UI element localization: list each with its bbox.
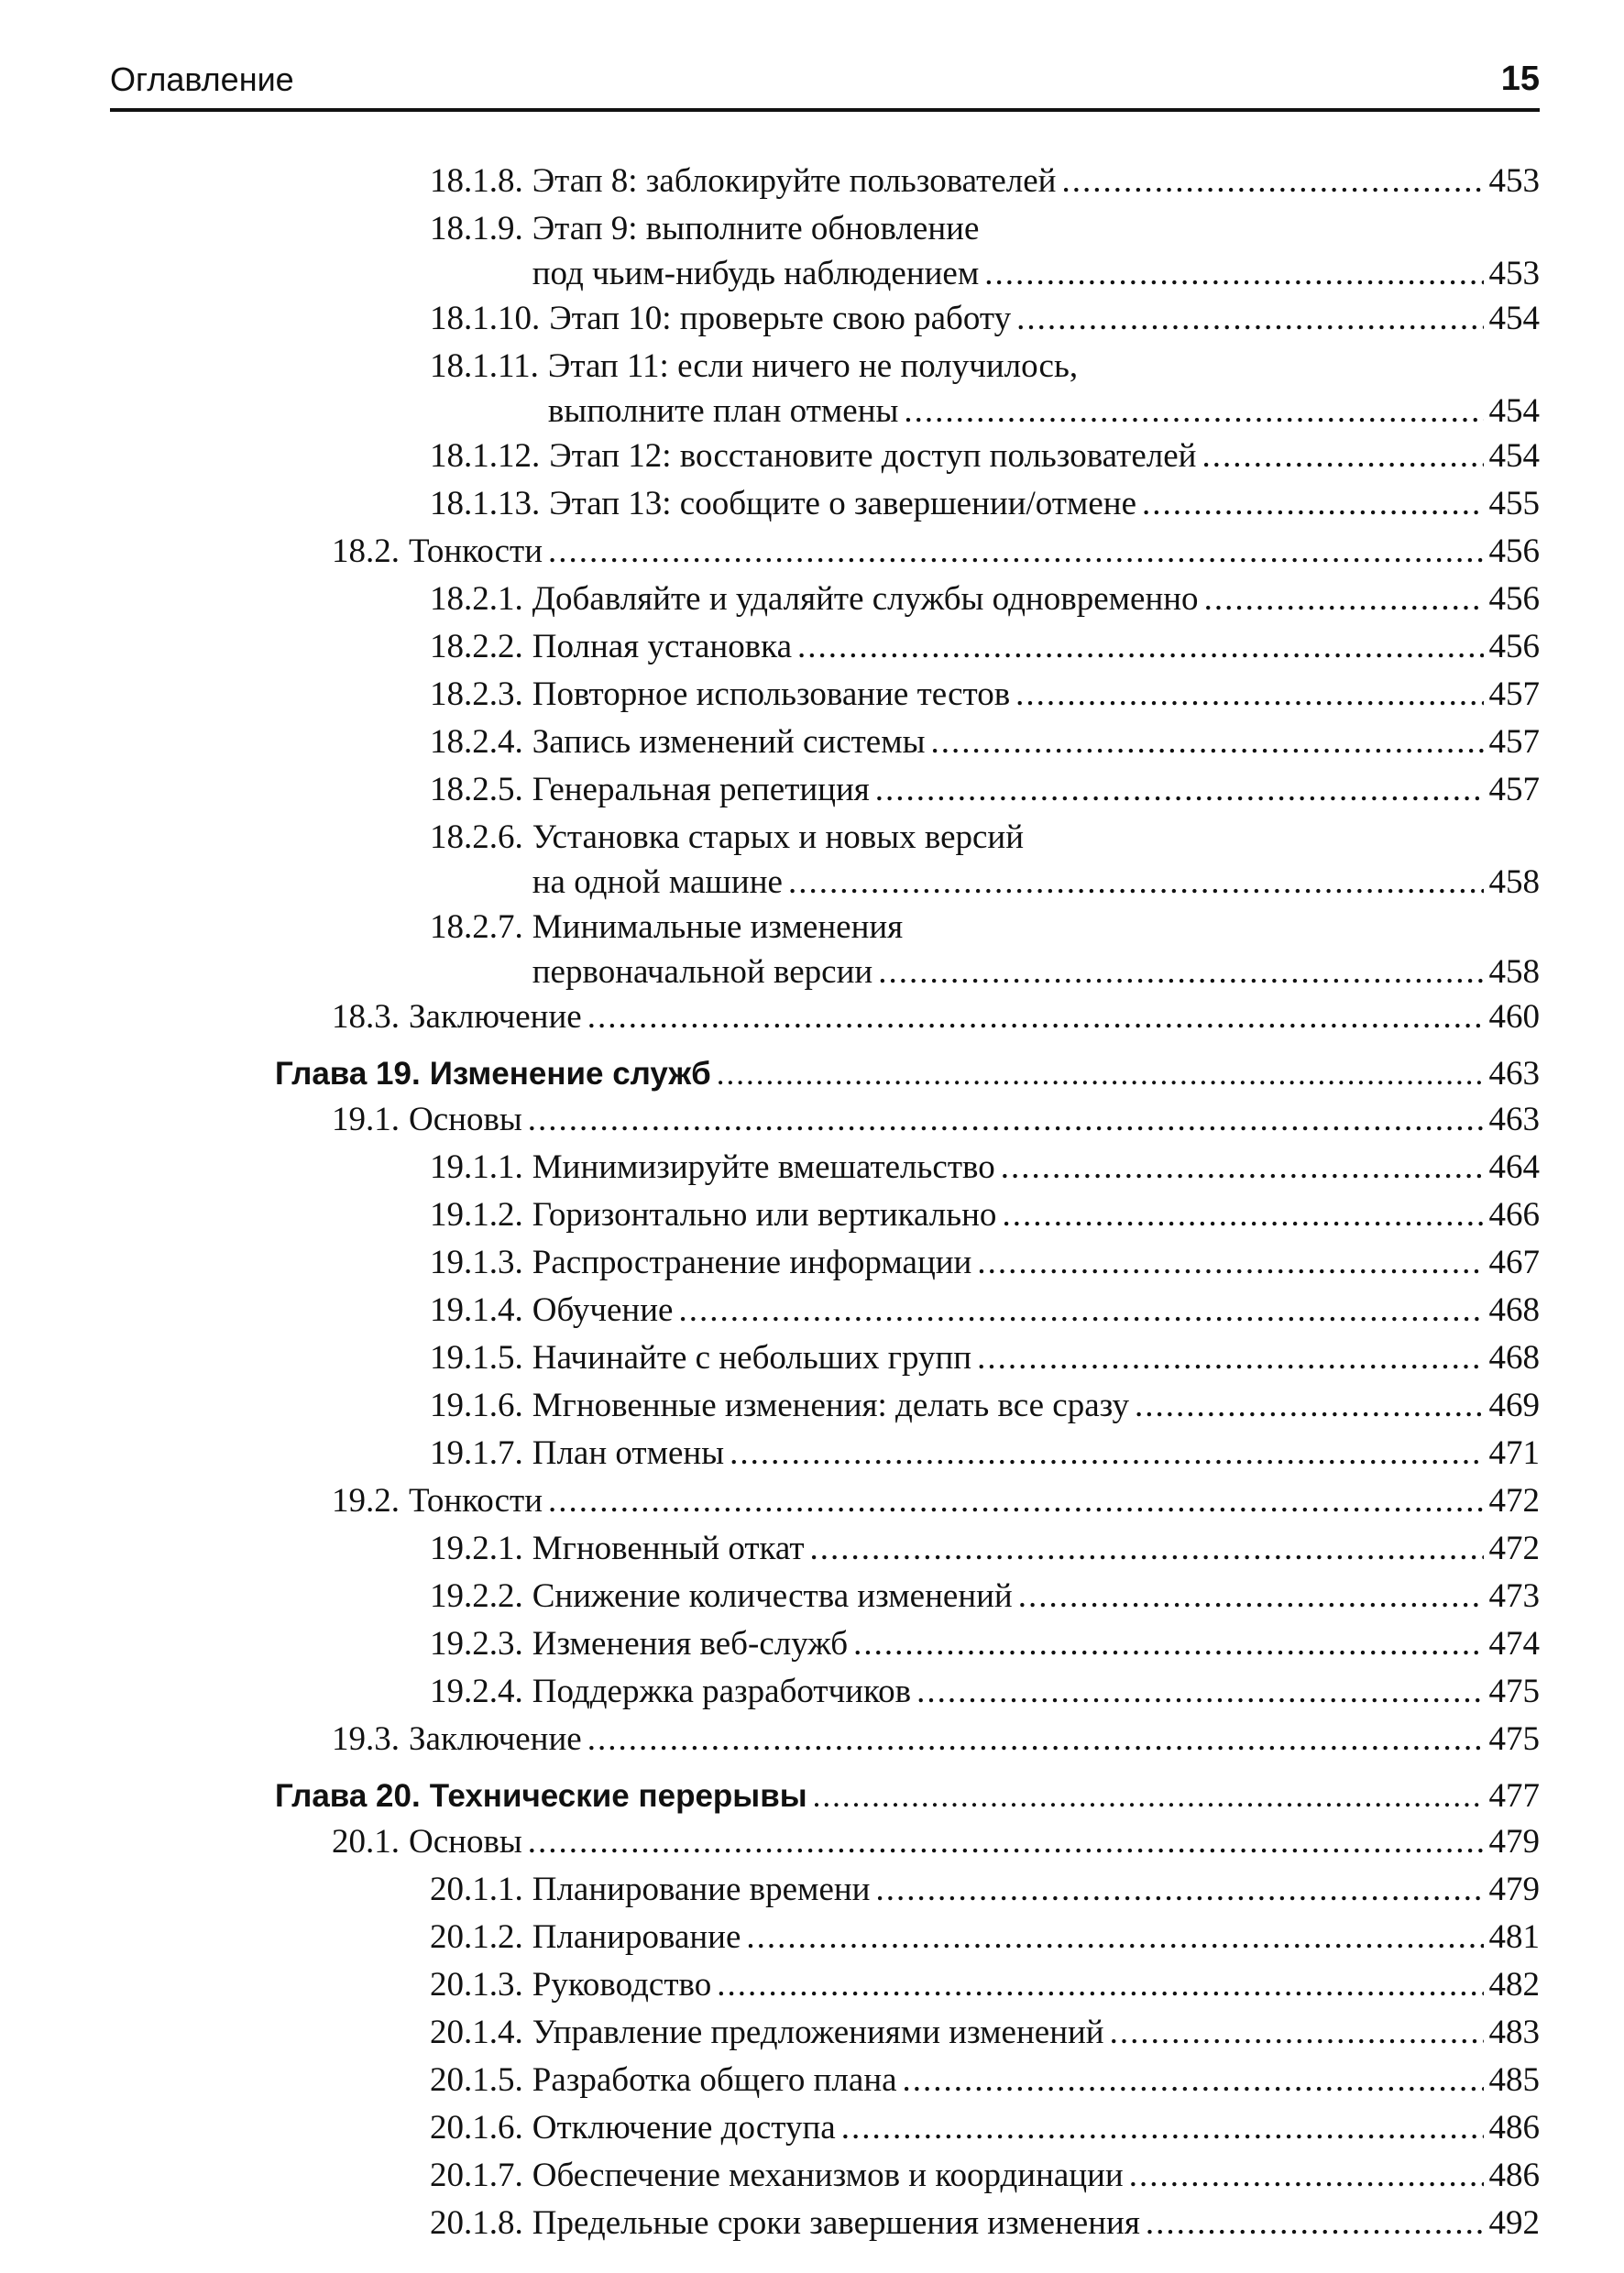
entry-number: 20.1.4. <box>430 2014 523 2051</box>
entry-page: 463 <box>1488 1055 1540 1093</box>
entry-number: 20.1.2. <box>430 1918 523 1956</box>
toc-entry <box>110 158 1540 205</box>
entry-number: 18.1.12. <box>430 437 541 475</box>
entry-title-continuation: на одной машине <box>532 863 783 901</box>
dot-leader <box>875 766 1484 814</box>
dot-leader <box>1146 2200 1484 2247</box>
entry-number: 18.2.1. <box>430 580 523 618</box>
toc-entry <box>110 1573 1540 1620</box>
entry-title: Повторное использование тестов <box>532 675 1011 713</box>
entry-number: 18.2.5. <box>430 771 523 808</box>
dot-leader <box>797 623 1483 671</box>
toc-entry <box>110 766 1540 814</box>
entry-title: Добавляйте и удаляйте службы одновременно <box>532 580 1199 618</box>
entry-number: 20.1.3. <box>430 1966 523 2004</box>
dot-leader <box>587 994 1484 1041</box>
toc-entry <box>110 2104 1540 2152</box>
toc-entry <box>110 343 1540 390</box>
dot-leader <box>875 1866 1483 1914</box>
entry-page: 460 <box>1488 998 1540 1036</box>
entry-number: 18.2.2. <box>430 628 523 665</box>
entry-title: Планирование <box>532 1918 741 1956</box>
entry-page: 454 <box>1488 437 1540 475</box>
entry-title: Тонкости <box>409 1482 543 1520</box>
entry-title: План отмены <box>532 1434 725 1472</box>
entry-number: Глава 19. <box>275 1056 421 1092</box>
dot-leader <box>1001 1144 1484 1191</box>
toc-entry <box>110 1334 1540 1382</box>
dot-leader <box>1015 671 1483 719</box>
dot-leader <box>841 2104 1484 2152</box>
dot-leader <box>678 1287 1483 1334</box>
entry-title: Этап 11: если ничего не получилось, <box>547 347 1079 385</box>
dot-leader <box>717 1961 1483 2009</box>
entry-number: 20.1.6. <box>430 2109 523 2147</box>
dot-leader <box>810 1525 1484 1573</box>
toc-entry <box>110 719 1540 766</box>
entry-number: 19.1.4. <box>430 1291 523 1329</box>
entry-page: 481 <box>1488 1918 1540 1956</box>
toc-entry <box>110 1382 1540 1430</box>
entry-number: 19.2.3. <box>430 1625 523 1663</box>
toc-entry <box>110 576 1540 623</box>
entry-number: 18.2.6. <box>430 818 523 856</box>
entry-number: 19.1.1. <box>430 1148 523 1186</box>
entry-page: 456 <box>1488 628 1540 665</box>
entry-page: 486 <box>1488 2157 1540 2194</box>
dot-leader <box>904 390 1483 433</box>
toc-entry-continuation <box>110 951 1540 994</box>
toc-entry <box>110 994 1540 1041</box>
entry-page: 455 <box>1488 485 1540 522</box>
entry-title: Управление предложениями изменений <box>532 2014 1104 2051</box>
entry-number: 18.2. <box>332 533 400 570</box>
entry-number: 18.1.11. <box>430 347 539 385</box>
dot-leader <box>1002 1191 1483 1239</box>
toc-entry <box>110 1096 1540 1144</box>
entry-page: 492 <box>1488 2204 1540 2242</box>
entry-title: Основы <box>409 1823 522 1861</box>
entry-number: 20.1.5. <box>430 2061 523 2099</box>
dot-leader <box>853 1620 1483 1668</box>
entry-number: 20.1.7. <box>430 2157 523 2194</box>
dot-leader <box>528 1818 1484 1866</box>
entry-number: 18.2.4. <box>430 723 523 761</box>
entry-page: 485 <box>1488 2061 1540 2099</box>
entry-number: 18.2.3. <box>430 675 523 713</box>
entry-number: 20.1.1. <box>430 1871 523 1908</box>
dot-leader <box>1202 433 1483 480</box>
entry-title: Разработка общего плана <box>532 2061 897 2099</box>
entry-page: 458 <box>1488 953 1540 991</box>
entry-title: Этап 10: проверьте свою работу <box>549 300 1012 337</box>
toc-entry <box>110 904 1540 951</box>
toc-entry <box>110 1818 1540 1866</box>
entry-number: 20.1.8. <box>430 2204 523 2242</box>
entry-page: 482 <box>1488 1966 1540 2004</box>
entry-title-continuation: под чьим-нибудь наблюдением <box>532 255 980 292</box>
entry-number: 19.1.2. <box>430 1196 523 1234</box>
running-header <box>110 57 1540 112</box>
dot-leader <box>1018 1573 1484 1620</box>
entry-page: 458 <box>1488 863 1540 901</box>
toc-entry <box>110 1430 1540 1477</box>
dot-leader <box>1135 1382 1484 1430</box>
entry-title: Поддержка разработчиков <box>532 1673 912 1710</box>
toc-entry <box>110 528 1540 576</box>
dot-leader <box>548 1477 1483 1525</box>
toc-entry <box>110 1620 1540 1668</box>
dot-leader <box>1016 295 1483 343</box>
entry-title: Распространение информации <box>532 1244 972 1281</box>
entry-number: Глава 20. <box>275 1778 421 1814</box>
entry-page: 457 <box>1488 723 1540 761</box>
entry-page: 473 <box>1488 1577 1540 1615</box>
entry-page: 475 <box>1488 1720 1540 1758</box>
entry-page: 479 <box>1488 1871 1540 1908</box>
dot-leader <box>1129 2152 1484 2200</box>
entry-title: Мгновенный откат <box>532 1530 805 1567</box>
dot-leader <box>1142 480 1484 528</box>
entry-title-continuation: выполните план отмены <box>547 392 899 430</box>
dot-leader <box>930 719 1483 766</box>
entry-title: Планирование времени <box>532 1871 871 1908</box>
entry-page: 472 <box>1488 1482 1540 1520</box>
page-number: 15 <box>1500 60 1540 98</box>
running-header-title: Оглавление <box>110 60 294 98</box>
dot-leader <box>984 253 1483 295</box>
entry-page: 468 <box>1488 1291 1540 1329</box>
dot-leader <box>587 1716 1484 1763</box>
entry-title: Заключение <box>409 998 582 1036</box>
toc-entry <box>110 433 1540 480</box>
toc-entry <box>110 1716 1540 1763</box>
entry-title: Минимизируйте вмешательство <box>532 1148 995 1186</box>
entry-number: 18.2.7. <box>430 908 523 946</box>
entry-title: Этап 13: сообщите о завершении/отмене <box>549 485 1136 522</box>
entry-title: Начинайте с небольших групп <box>532 1339 972 1377</box>
entry-number: 19.3. <box>332 1720 400 1758</box>
entry-page: 464 <box>1488 1148 1540 1186</box>
entry-page: 463 <box>1488 1101 1540 1138</box>
entry-page: 456 <box>1488 533 1540 570</box>
toc-entry <box>110 1866 1540 1914</box>
dot-leader <box>903 2057 1484 2104</box>
entry-number: 18.1.8. <box>430 162 523 200</box>
entry-title: Тонкости <box>409 533 543 570</box>
entry-title: Полная установка <box>532 628 793 665</box>
entry-title: Минимальные изменения <box>532 908 904 946</box>
entry-page: 474 <box>1488 1625 1540 1663</box>
entry-number: 19.1. <box>332 1101 400 1138</box>
entry-page: 469 <box>1488 1387 1540 1424</box>
dot-leader <box>813 1773 1484 1820</box>
entry-number: 19.2. <box>332 1482 400 1520</box>
entry-number: 18.1.9. <box>430 210 523 247</box>
entry-page: 457 <box>1488 675 1540 713</box>
entry-number: 19.1.3. <box>430 1244 523 1281</box>
entry-title: Обучение <box>532 1291 674 1329</box>
toc-entry <box>110 1191 1540 1239</box>
dot-leader <box>1061 158 1483 205</box>
entry-title: Отключение доступа <box>532 2109 836 2147</box>
entry-page: 456 <box>1488 580 1540 618</box>
toc-entry <box>110 2057 1540 2104</box>
entry-title-continuation: первоначальной версии <box>532 953 873 991</box>
toc-entry <box>110 1961 1540 2009</box>
entry-page: 475 <box>1488 1673 1540 1710</box>
dot-leader <box>746 1914 1483 1961</box>
entry-page: 453 <box>1488 255 1540 292</box>
table-of-contents <box>110 158 1540 2247</box>
toc-entry <box>110 1914 1540 1961</box>
entry-title: Установка старых и новых версий <box>532 818 1025 856</box>
toc-entry <box>110 2009 1540 2057</box>
entry-title: Этап 12: восстановите доступ пользователей <box>549 437 1197 475</box>
entry-title: Технические перерывы <box>429 1778 807 1814</box>
entry-title: Снижение количества изменений <box>532 1577 1013 1615</box>
toc-entry <box>110 2152 1540 2200</box>
toc-entry <box>110 205 1540 253</box>
toc-entry <box>110 1287 1540 1334</box>
entry-number: 19.1.5. <box>430 1339 523 1377</box>
toc-chapter-entry <box>110 1773 1540 1818</box>
entry-title: Этап 8: заблокируйте пользователей <box>532 162 1057 200</box>
toc-chapter-entry <box>110 1050 1540 1096</box>
entry-page: 466 <box>1488 1196 1540 1234</box>
entry-title: Заключение <box>409 1720 582 1758</box>
toc-entry-continuation <box>110 862 1540 904</box>
entry-title: Руководство <box>532 1966 712 2004</box>
dot-leader <box>717 1050 1484 1098</box>
entry-page: 472 <box>1488 1530 1540 1567</box>
toc-entry <box>110 1477 1540 1525</box>
toc-entry <box>110 623 1540 671</box>
toc-entry <box>110 814 1540 862</box>
entry-title: Генеральная репетиция <box>532 771 870 808</box>
entry-title: Запись изменений системы <box>532 723 926 761</box>
entry-number: 18.1.10. <box>430 300 541 337</box>
entry-page: 467 <box>1488 1244 1540 1281</box>
toc-entry <box>110 1239 1540 1287</box>
toc-entry <box>110 2200 1540 2247</box>
entry-page: 483 <box>1488 2014 1540 2051</box>
dot-leader <box>878 951 1483 994</box>
dot-leader <box>548 528 1483 576</box>
entry-page: 457 <box>1488 771 1540 808</box>
dot-leader <box>977 1239 1483 1287</box>
entry-title: Горизонтально или вертикально <box>532 1196 997 1234</box>
entry-title: Изменения веб-служб <box>532 1625 849 1663</box>
entry-number: 19.2.4. <box>430 1673 523 1710</box>
entry-title: Изменение служб <box>429 1056 711 1092</box>
toc-entry-continuation <box>110 390 1540 433</box>
toc-entry <box>110 1668 1540 1716</box>
toc-entry <box>110 1525 1540 1573</box>
entry-title: Этап 9: выполните обновление <box>532 210 980 247</box>
entry-page: 477 <box>1488 1777 1540 1815</box>
dot-leader <box>977 1334 1483 1382</box>
dot-leader <box>788 862 1484 904</box>
entry-title: Предельные сроки завершения изменения <box>532 2204 1140 2242</box>
dot-leader <box>1110 2009 1484 2057</box>
entry-page: 471 <box>1488 1434 1540 1472</box>
toc-entry <box>110 671 1540 719</box>
entry-title: Основы <box>409 1101 522 1138</box>
entry-page: 454 <box>1488 392 1540 430</box>
entry-page: 479 <box>1488 1823 1540 1861</box>
toc-entry <box>110 1144 1540 1191</box>
entry-page: 453 <box>1488 162 1540 200</box>
toc-entry <box>110 295 1540 343</box>
entry-page: 486 <box>1488 2109 1540 2147</box>
entry-number: 20.1. <box>332 1823 400 1861</box>
entry-page: 468 <box>1488 1339 1540 1377</box>
entry-number: 19.1.7. <box>430 1434 523 1472</box>
entry-number: 19.1.6. <box>430 1387 523 1424</box>
entry-title: Обеспечение механизмов и координации <box>532 2157 1124 2194</box>
dot-leader <box>916 1668 1483 1716</box>
entry-number: 19.2.1. <box>430 1530 523 1567</box>
entry-number: 19.2.2. <box>430 1577 523 1615</box>
dot-leader <box>730 1430 1483 1477</box>
entry-number: 18.3. <box>332 998 400 1036</box>
toc-entry-continuation <box>110 253 1540 295</box>
dot-leader <box>1204 576 1484 623</box>
entry-number: 18.1.13. <box>430 485 541 522</box>
toc-entry <box>110 480 1540 528</box>
entry-title: Мгновенные изменения: делать все сразу <box>532 1387 1129 1424</box>
entry-page: 454 <box>1488 300 1540 337</box>
dot-leader <box>528 1096 1484 1144</box>
